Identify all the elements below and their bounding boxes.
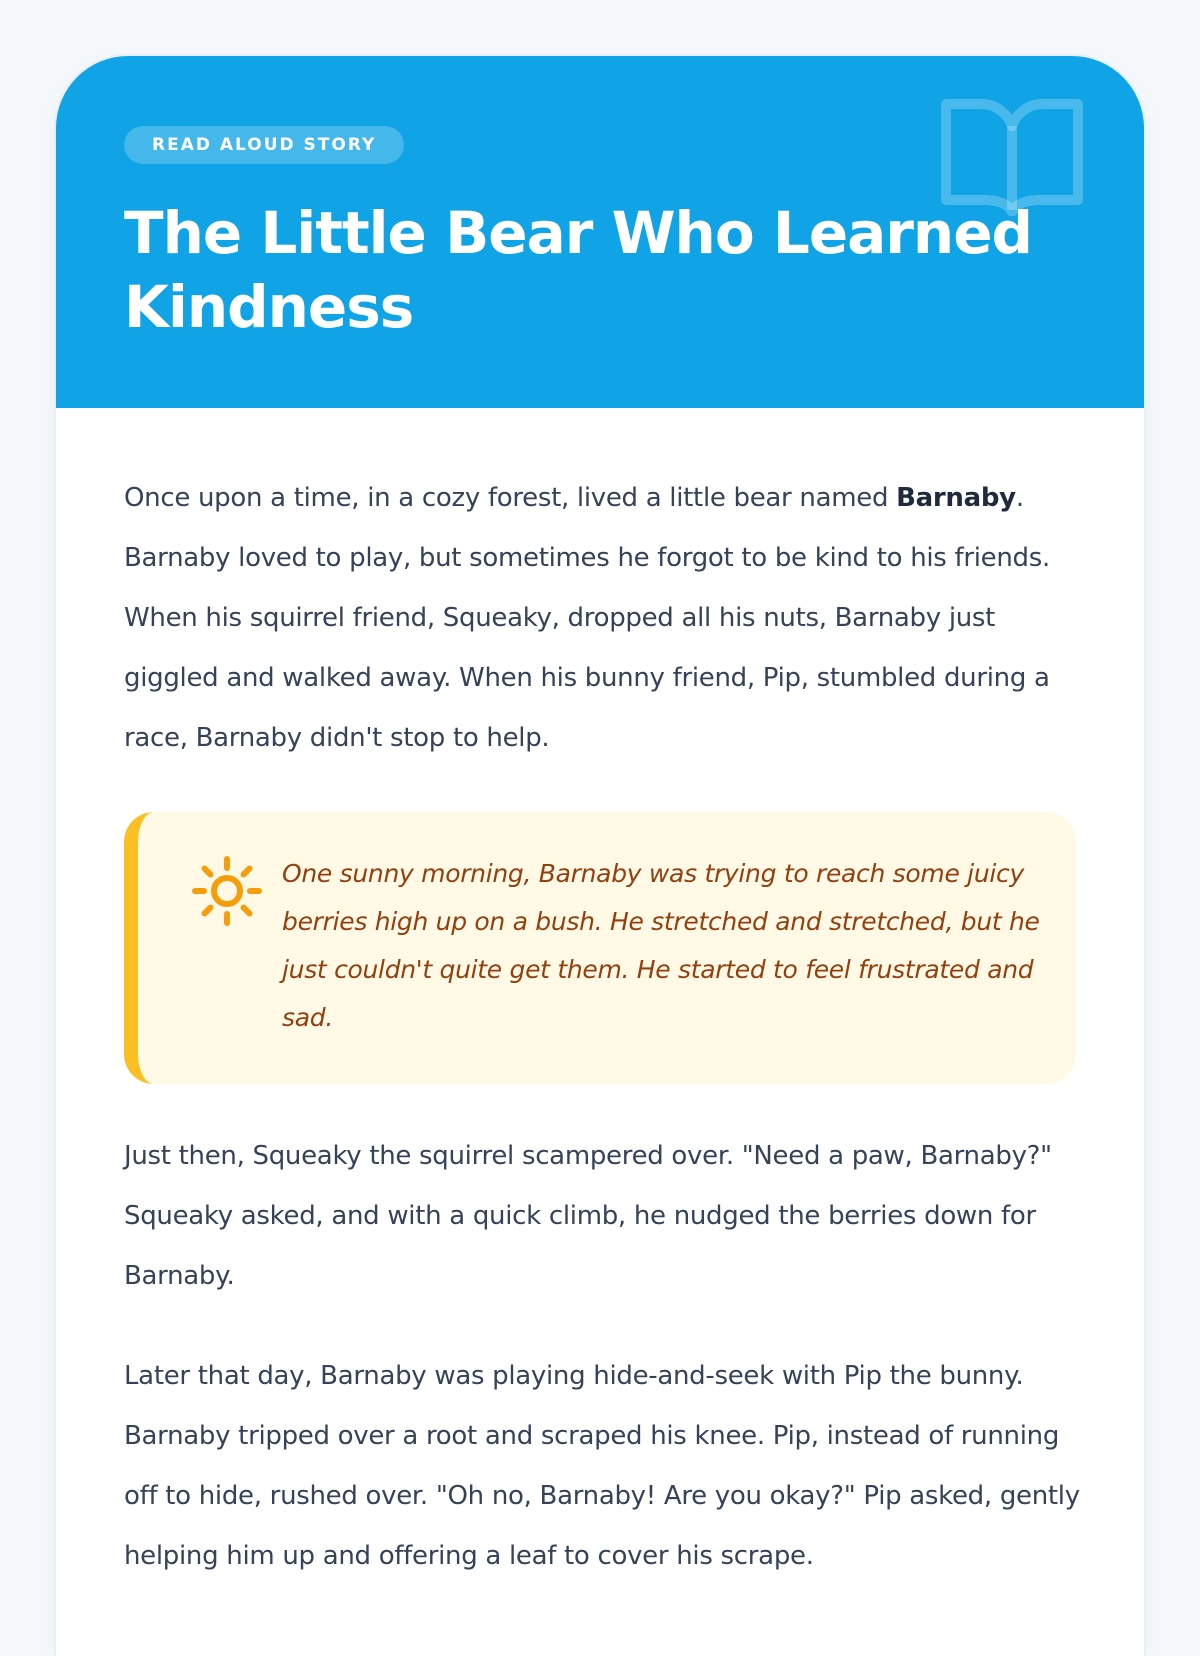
story-content	[124, 468, 1084, 1586]
story-paragraph: Just then, Squeaky the squirrel scampered over. "Need a paw, Barnaby?" Squeaky asked, and with a quick climb, he nudged the berries down for Barnaby.	[124, 1141, 1052, 1291]
callout-text: One sunny morning, Barnaby was trying to reach some juicy berries high up on a bush. He stretched and stretched, but he just couldn't quite get them. He started to feel frustrated and sad.	[282, 859, 1040, 1032]
story-card	[56, 56, 1144, 1656]
story-paragraph	[124, 468, 1084, 768]
story-paragraph: Later that day, Barnaby was playing hide-and-seek with Pip the bunny. Barnaby tripped over a root and scraped his knee. Pip, instead of running off to hide, rushed over. "Oh no, Barnaby! Are you okay?" Pip asked, gently helping him up and offering a leaf to cover his scrape.	[124, 1361, 1080, 1571]
story-title: The Little Bear Who Learned Kindness	[124, 199, 1033, 341]
paragraph-text: Once upon a time, in a cozy forest, lived a little bear named	[124, 483, 897, 513]
story-callout	[124, 812, 1076, 1084]
story-header	[56, 56, 1144, 408]
paragraph-text: . Barnaby loved to play, but sometimes he forgot to be kind to his friends. When his squirrel friend, Squeaky, dropped all his nuts, Barnaby just giggled and walked away. When his bunny friend, Pip, stumbled during a race, Barnaby didn't stop to help.	[124, 483, 1050, 753]
sun-icon	[190, 854, 264, 928]
character-name: Barnaby	[896, 483, 1016, 513]
read-aloud-badge: READ ALOUD STORY	[124, 126, 404, 164]
